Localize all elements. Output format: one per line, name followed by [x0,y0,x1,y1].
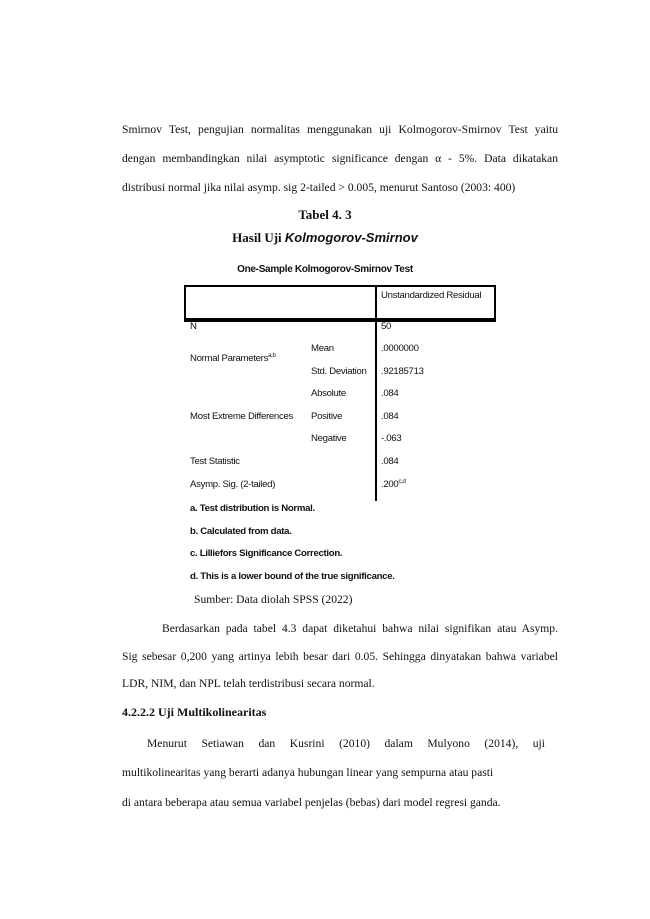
table-header-divider [184,318,494,320]
table-number: Tabel 4. 3 [298,207,352,222]
mean-label: Mean [311,343,334,354]
intro-line-3: distribusi normal jika nilai asymp. sig 2-tailed > 0.005, menurut Santoso (2003: 400) [122,181,516,194]
asymp-sig-sup: c,d [398,479,406,485]
para3-line-2: multikolinearitas yang berarti adanya hubungan linear yang sempurna atau pasti [122,766,494,779]
footnote-a: a. Test distribution is Normal. [190,503,315,514]
n-value: 50 [381,321,392,332]
footnote-b: b. Calculated from data. [190,526,292,537]
positive-value: .084 [381,411,399,422]
column-header: Unstandardized Residual [381,290,482,301]
section-heading: 4.2.2.2 Uji Multikolinearitas [122,705,267,719]
sd-value: .92185713 [381,366,424,377]
normal-params-label: Normal Parameters$^{a,b}$ [190,353,276,365]
para3-line-3: di antara beberapa atau semua variabel penjelas (bebas) dari model regresi ganda. [122,796,501,809]
para2-line-1: Berdasarkan pada tabel 4.3 dapat diketahui bahwa nilai signifikan atau Asymp. [162,622,558,635]
asymp-sig-value: .200$^{c,d}$ [381,479,406,491]
absolute-value: .084 [381,388,399,399]
table-title-prefix: Hasil Uji [232,230,285,245]
test-stat-value: .084 [381,456,399,467]
normal-params-sup: a,b [268,353,276,359]
sd-label: Std. Deviation [311,366,367,377]
spss-output-table [184,285,494,501]
para2-line-2: Sig sebesar 0,200 yang artinya lebih besar dari 0.05. Sehingga dinyatakan bahwa variabel [122,650,558,663]
intro-line-1: Smirnov Test, pengujian normalitas menggunakan uji Kolmogorov-Smirnov Test yaitu [122,123,558,136]
footnote-c: c. Lilliefors Significance Correction. [190,548,343,559]
absolute-label: Absolute [311,388,346,399]
para3-line-1: Menurut Setiawan dan Kusrini (2010) dalam Mulyono (2014), uji [147,737,545,750]
test-stat-label: Test Statistic [190,456,240,467]
intro-line-2: dengan membandingkan nilai asymptotic significance dengan α - 5%. Data dikatakan [122,152,558,165]
asymp-sig-label: Asymp. Sig. (2-tailed) [190,479,276,490]
negative-label: Negative [311,433,347,444]
negative-value: -.063 [381,433,402,444]
table-title [0,230,650,246]
mean-value: .0000000 [381,343,419,354]
extreme-diff-label: Most Extreme Differences [190,411,293,422]
positive-label: Positive [311,411,343,422]
para2-line-3: LDR, NIM, dan NPL telah terdistribusi secara normal. [122,677,375,690]
footnote-d: d. This is a lower bound of the true significance. [190,571,395,582]
table-source: Sumber: Data diolah SPSS (2022) [194,593,353,606]
spss-table-title: One-Sample Kolmogorov-Smirnov Test [237,264,413,275]
n-label: N [190,321,197,332]
table-title-italic: Kolmogorov-Smirnov [284,230,418,245]
